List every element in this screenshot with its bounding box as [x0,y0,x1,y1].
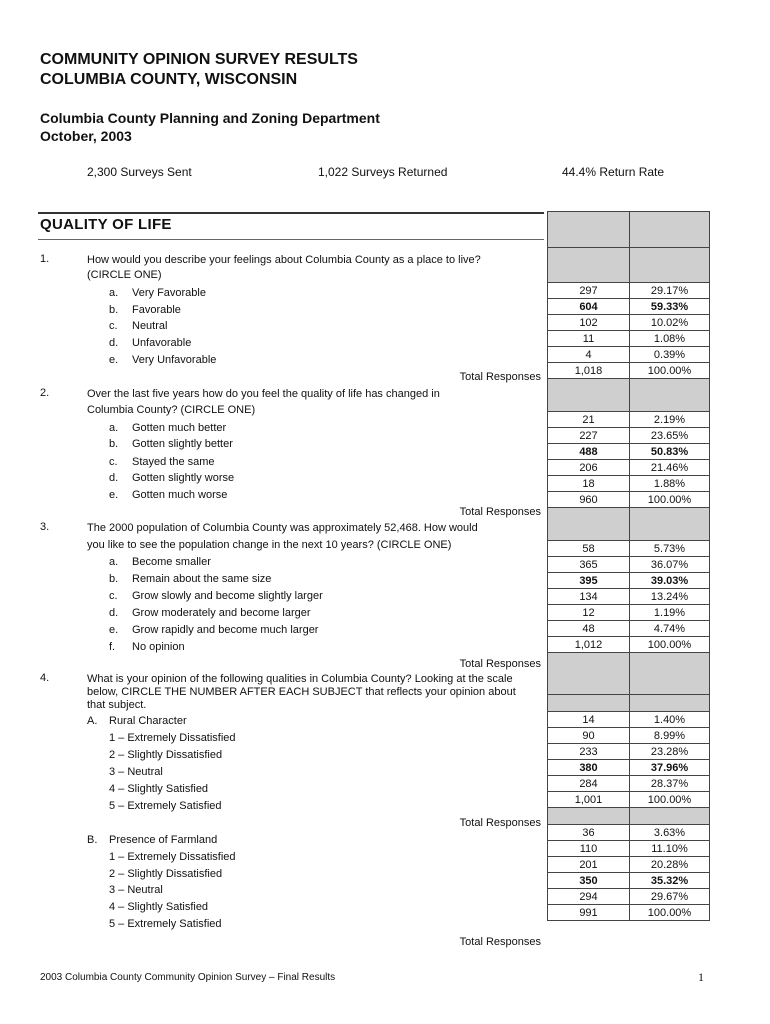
header-cell [629,247,710,283]
header-cell [629,211,710,248]
count-cell: 36 [547,824,630,841]
table-row [547,444,710,460]
table-header-row [547,212,710,248]
option-label: Gotten slightly worse [132,472,235,484]
option-label: Stayed the same [132,456,215,468]
table-row [547,744,710,760]
option-letter: b. [109,304,119,316]
table-row [547,476,710,492]
table-row [547,776,710,792]
option-label: Become smaller [132,556,211,568]
subquestion-letter: B. [87,834,98,846]
table-row [547,841,710,857]
table-row [547,760,710,776]
question-text: (CIRCLE ONE) [87,269,162,281]
count-cell: 48 [547,620,630,637]
percent-cell: 23.28% [629,743,710,760]
subquestion-title: Rural Character [109,715,187,727]
table-row [547,857,710,873]
percent-cell: 1.88% [629,475,710,492]
count-cell: 604 [547,298,630,315]
option-label: Remain about the same size [132,573,272,585]
section-rule-bottom [38,239,544,240]
option-letter: a. [109,287,119,299]
total-responses-label: Total Responses [459,817,541,829]
option-label: No opinion [132,641,185,653]
percent-cell: 59.33% [629,298,710,315]
option-letter: e. [109,624,119,636]
option-letter: d. [109,337,119,349]
percent-cell: 35.32% [629,872,710,889]
percent-cell: 20.28% [629,856,710,873]
percent-cell: 100.00% [629,491,710,508]
option-label: Gotten much worse [132,489,228,501]
footer-text: 2003 Columbia County Community Opinion Survey – Final Results [40,972,336,983]
question-text: How would you describe your feelings about Columbia County as a place to live? [87,254,481,266]
scale-option: 3 – Neutral [109,884,163,896]
table-row [547,873,710,889]
count-cell: 991 [547,904,630,921]
header-cell [547,378,630,412]
count-cell: 294 [547,888,630,905]
count-cell: 18 [547,475,630,492]
count-cell: 960 [547,491,630,508]
option-letter: a. [109,556,119,568]
option-letter: c. [109,456,118,468]
percent-cell: 4.74% [629,620,710,637]
count-cell: 488 [547,443,630,460]
option-label: Gotten much better [132,422,227,434]
percent-cell: 1.40% [629,711,710,728]
count-cell: 12 [547,604,630,621]
scale-option: 1 – Extremely Dissatisfied [109,851,236,863]
question-text: The 2000 population of Columbia County was approximately 52,468. How would [87,522,478,534]
question-number: 3. [40,521,50,533]
return-rate: 44.4% Return Rate [562,165,665,179]
header-cell [629,807,710,825]
header-cell [547,807,630,825]
header-cell [547,652,630,695]
table-header-row [547,653,710,695]
subquestion-title: Presence of Farmland [109,834,218,846]
option-letter: c. [109,590,118,602]
table-row [547,605,710,621]
table-header-row [547,379,710,412]
table-row [547,347,710,363]
count-cell: 1,012 [547,636,630,653]
header-cell [547,507,630,541]
count-cell: 284 [547,775,630,792]
table-row [547,889,710,905]
percent-cell: 100.00% [629,362,710,379]
count-cell: 14 [547,711,630,728]
count-cell: 350 [547,872,630,889]
question-text: Columbia County? (CIRCLE ONE) [87,404,256,416]
table-header-row [547,808,710,825]
option-label: Neutral [132,320,168,332]
total-responses-label: Total Responses [459,506,541,518]
option-letter: c. [109,320,118,332]
count-cell: 11 [547,330,630,347]
surveys-returned: 1,022 Surveys Returned [318,165,448,179]
scale-option: 5 – Extremely Satisfied [109,918,222,930]
question-text: that subject. [87,699,147,711]
table-header-row [547,508,710,541]
table-row [547,712,710,728]
question-text: What is your opinion of the following qualities in Columbia County? Looking at the scale [87,673,513,685]
option-label: Grow moderately and become larger [132,607,311,619]
count-cell: 90 [547,727,630,744]
count-cell: 395 [547,572,630,589]
percent-cell: 37.96% [629,759,710,776]
count-cell: 110 [547,840,630,857]
total-responses-label: Total Responses [459,658,541,670]
header-cell [547,211,630,248]
subquestion-letter: A. [87,715,98,727]
table-row [547,412,710,428]
option-letter: a. [109,422,119,434]
percent-cell: 39.03% [629,572,710,589]
count-cell: 380 [547,759,630,776]
header-cell [629,378,710,412]
table-row [547,792,710,808]
percent-cell: 28.37% [629,775,710,792]
scale-option: 2 – Slightly Dissatisfied [109,868,223,880]
count-cell: 233 [547,743,630,760]
scale-option: 4 – Slightly Satisfied [109,783,209,795]
percent-cell: 2.19% [629,411,710,428]
percent-cell: 100.00% [629,791,710,808]
option-letter: b. [109,573,119,585]
table-row [547,460,710,476]
results-table [547,212,710,921]
percent-cell: 8.99% [629,727,710,744]
scale-option: 1 – Extremely Dissatisfied [109,732,236,744]
option-label: Grow rapidly and become much larger [132,624,319,636]
percent-cell: 0.39% [629,346,710,363]
percent-cell: 1.19% [629,604,710,621]
table-row [547,299,710,315]
percent-cell: 13.24% [629,588,710,605]
table-row [547,283,710,299]
percent-cell: 1.08% [629,330,710,347]
count-cell: 4 [547,346,630,363]
table-row [547,621,710,637]
count-cell: 21 [547,411,630,428]
page-title-line-2: COLUMBIA COUNTY, WISCONSIN [40,71,298,88]
option-letter: d. [109,607,119,619]
count-cell: 297 [547,282,630,299]
section-title: QUALITY OF LIFE [40,216,172,233]
table-row [547,428,710,444]
count-cell: 201 [547,856,630,873]
question-number: 4. [40,672,50,684]
option-letter: e. [109,354,119,366]
count-cell: 206 [547,459,630,476]
question-text: Over the last five years how do you feel the quality of life has changed in [87,388,440,400]
option-letter: d. [109,472,119,484]
count-cell: 1,001 [547,791,630,808]
department-name: Columbia County Planning and Zoning Department [40,110,380,126]
table-row [547,825,710,841]
percent-cell: 100.00% [629,636,710,653]
table-header-row [547,248,710,283]
table-row [547,315,710,331]
page-title-line-1: COMMUNITY OPINION SURVEY RESULTS [40,51,358,68]
option-letter: e. [109,489,119,501]
percent-cell: 100.00% [629,904,710,921]
percent-cell: 29.67% [629,888,710,905]
percent-cell: 23.65% [629,427,710,444]
count-cell: 227 [547,427,630,444]
table-row [547,573,710,589]
option-label: Grow slowly and become slightly larger [132,590,323,602]
header-cell [547,247,630,283]
table-row [547,589,710,605]
table-row [547,331,710,347]
percent-cell: 10.02% [629,314,710,331]
table-row [547,557,710,573]
percent-cell: 50.83% [629,443,710,460]
table-row [547,728,710,744]
table-row [547,637,710,653]
section-rule-top [38,212,544,214]
total-responses-label: Total Responses [459,371,541,383]
header-cell [629,507,710,541]
table-row [547,363,710,379]
header-cell [547,694,630,712]
option-letter: f. [109,641,116,653]
scale-option: 4 – Slightly Satisfied [109,901,209,913]
header-cell [629,652,710,695]
report-date: October, 2003 [40,128,132,144]
count-cell: 102 [547,314,630,331]
surveys-sent: 2,300 Surveys Sent [87,165,192,179]
count-cell: 58 [547,540,630,557]
question-text: below, CIRCLE THE NUMBER AFTER EACH SUBJECT that reflects your opinion about [87,686,516,698]
option-label: Favorable [132,304,181,316]
table-row [547,492,710,508]
option-label: Unfavorable [132,337,192,349]
header-cell [629,694,710,712]
count-cell: 365 [547,556,630,573]
percent-cell: 36.07% [629,556,710,573]
option-label: Very Unfavorable [132,354,217,366]
question-number: 2. [40,387,50,399]
percent-cell: 3.63% [629,824,710,841]
percent-cell: 29.17% [629,282,710,299]
table-row [547,905,710,921]
scale-option: 3 – Neutral [109,766,163,778]
total-responses-label: Total Responses [459,936,541,948]
percent-cell: 5.73% [629,540,710,557]
count-cell: 1,018 [547,362,630,379]
table-header-row [547,695,710,712]
option-letter: b. [109,438,119,450]
page-number: 1 [698,970,704,984]
option-label: Gotten slightly better [132,438,233,450]
question-text: you like to see the population change in the next 10 years? (CIRCLE ONE) [87,539,452,551]
percent-cell: 11.10% [629,840,710,857]
table-row [547,541,710,557]
scale-option: 2 – Slightly Dissatisfied [109,749,223,761]
question-number: 1. [40,253,50,265]
scale-option: 5 – Extremely Satisfied [109,800,222,812]
option-label: Very Favorable [132,287,206,299]
count-cell: 134 [547,588,630,605]
percent-cell: 21.46% [629,459,710,476]
